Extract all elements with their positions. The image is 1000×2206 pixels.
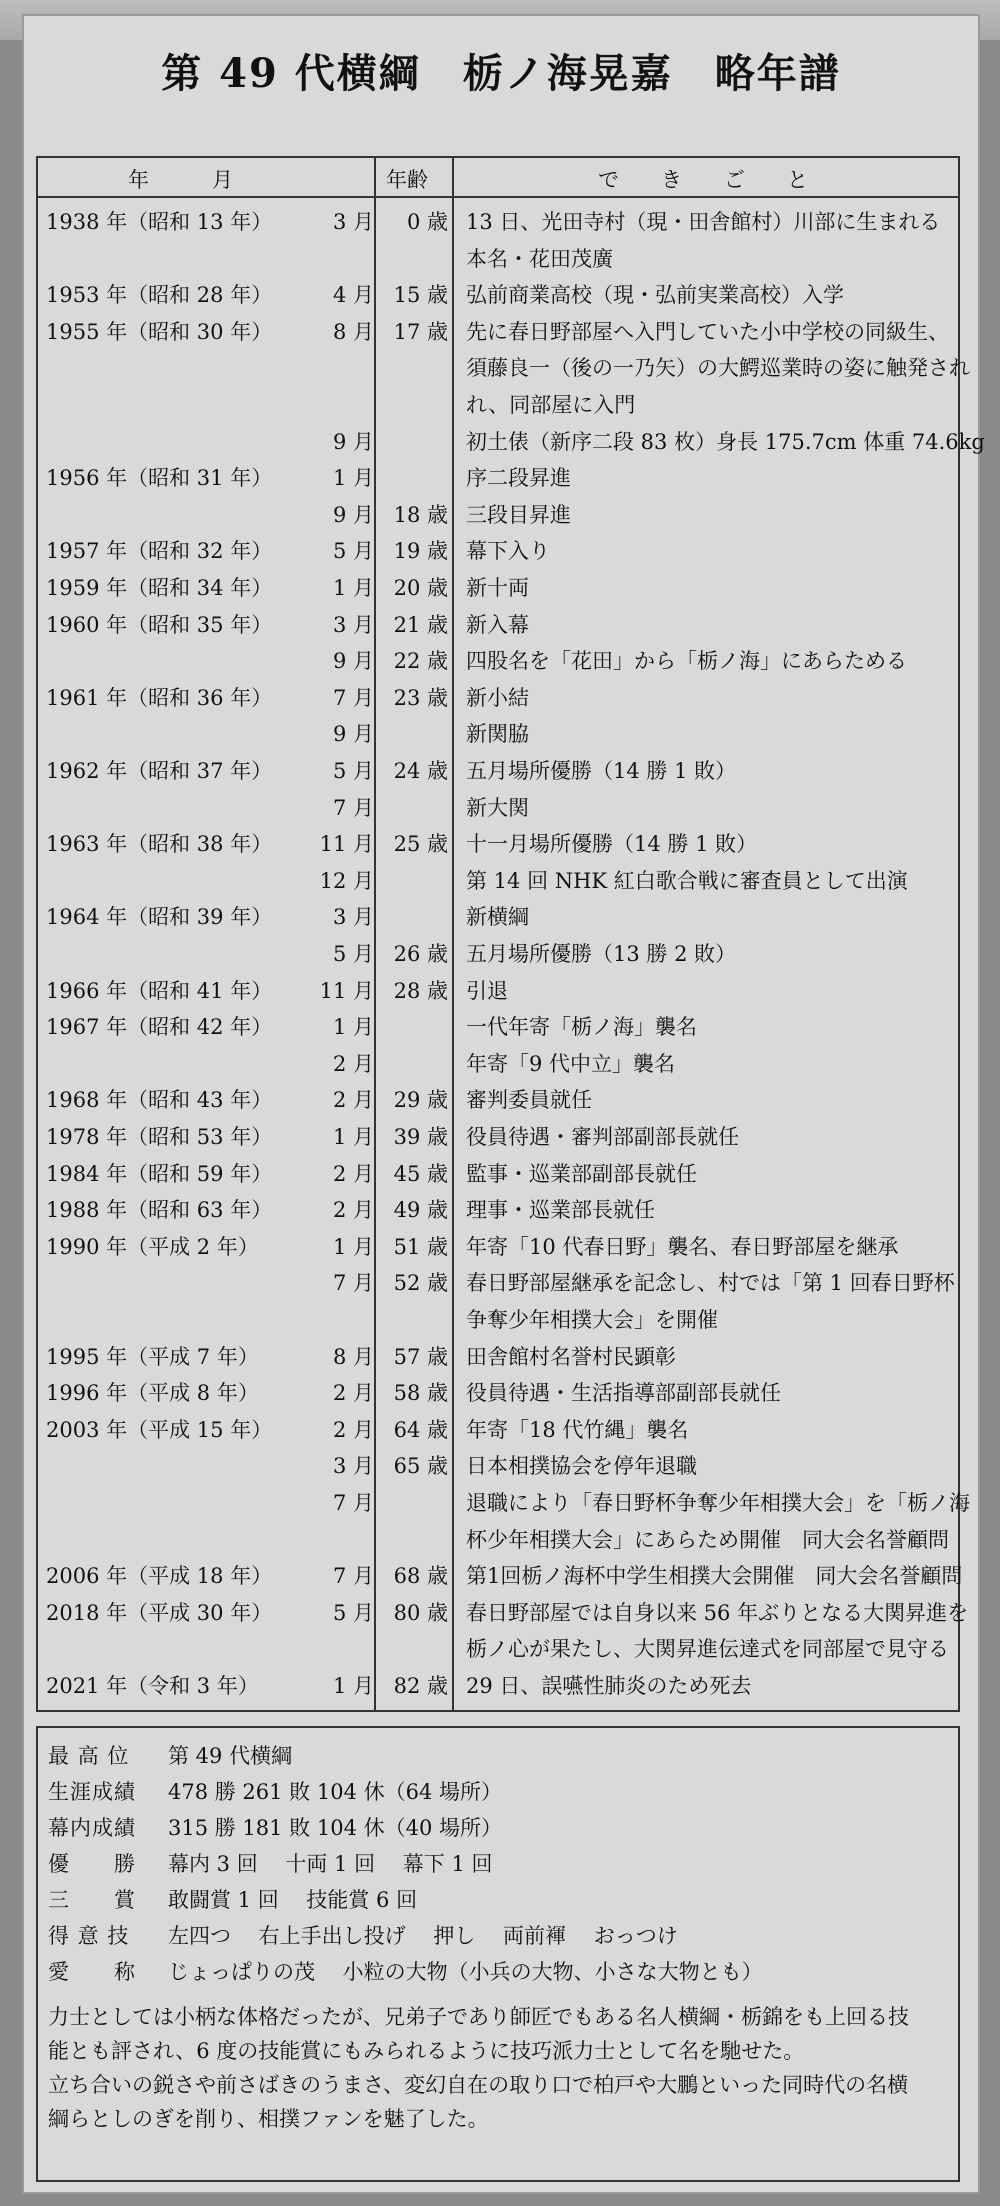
table-row (38, 786, 958, 822)
table-row (38, 969, 958, 1005)
row-year: 1984 年（昭和 59 年） (46, 1161, 273, 1186)
row-age: 57 歳 (393, 1344, 448, 1369)
row-month: 1 月 (332, 1125, 374, 1149)
row-event: 新小結 (466, 685, 529, 710)
table-row (38, 859, 958, 895)
row-year: 1955 年（昭和 30 年） (46, 319, 273, 344)
row-age: 65 歳 (393, 1454, 448, 1479)
row-month: 9 月 (332, 502, 374, 527)
row-event: 杯少年相撲大会」にあらため開催 同大会名誉顧問 (466, 1527, 949, 1552)
row-age: 26 歳 (393, 942, 448, 966)
row-age: 68 歳 (393, 1564, 448, 1589)
row-event: 日本相撲協会を停年退職 (466, 1454, 697, 1479)
row-month: 9 月 (332, 722, 374, 747)
summary-label: 最 高 位 (48, 1744, 130, 1768)
summary-row (48, 1740, 292, 1776)
row-event: 幕下入り (466, 539, 550, 564)
table-row (38, 529, 958, 565)
row-age: 39 歳 (393, 1125, 448, 1149)
row-month: 2 月 (332, 1381, 374, 1406)
row-age: 80 歳 (393, 1600, 448, 1625)
row-age: 28 歳 (393, 978, 448, 1003)
row-event: 年寄「10 代春日野」襲名、春日野部屋を継承 (466, 1234, 899, 1259)
table-row (38, 566, 958, 602)
row-age: 82 歳 (393, 1674, 448, 1698)
table-row (38, 1115, 958, 1151)
table-header (38, 158, 958, 198)
table-row (38, 712, 958, 748)
row-month: 5 月 (332, 759, 374, 783)
row-month: 2 月 (332, 1198, 374, 1223)
row-year: 2018 年（平成 30 年） (46, 1600, 273, 1625)
display-board (22, 14, 985, 2194)
row-month: 12 月 (319, 868, 374, 893)
description-line: 立ち合いの鋭さや前さばきのうまさ、変幻自在の取り口で柏戸や大鵬といった同時代の名横 (48, 2073, 909, 2097)
description-line: 能とも評され、6 度の技能賞にもみられるように技巧派力士として名を馳せた。 (48, 2039, 805, 2063)
row-event: 十一月場所優勝（14 勝 1 敗） (466, 832, 758, 857)
table-row (38, 1444, 958, 1480)
row-year: 1967 年（昭和 42 年） (46, 1015, 273, 1040)
table-row (38, 420, 985, 456)
table-row (38, 1188, 958, 1224)
row-month: 11 月 (319, 832, 374, 857)
table-row (38, 310, 958, 346)
summary-value: 敢闘賞 1 回 技能賞 6 回 (168, 1888, 418, 1912)
row-age: 21 歳 (393, 612, 448, 637)
row-month: 1 月 (332, 466, 374, 491)
row-event: 新入幕 (466, 612, 529, 637)
table-row (38, 1627, 958, 1663)
row-year: 1995 年（平成 7 年） (46, 1344, 259, 1369)
summary-value: 315 勝 181 敗 104 休（40 場所） (168, 1816, 503, 1840)
row-month: 8 月 (332, 319, 374, 344)
table-row (38, 1152, 958, 1188)
row-event: 四股名を「花田」から「栃ノ海」にあらためる (466, 649, 907, 674)
row-event: 弘前商業高校（現・弘前実業高校）入学 (466, 283, 844, 308)
row-event: 初土俵（新序二段 83 枚）身長 175.7cm 体重 74.6kg (466, 429, 985, 454)
summary-value: 幕内 3 回 十両 1 回 幕下 1 回 (168, 1852, 493, 1876)
row-year: 1964 年（昭和 39 年） (46, 905, 273, 930)
summary-label: 優 勝 (48, 1852, 136, 1876)
row-year: 1962 年（昭和 37 年） (46, 759, 273, 783)
table-row (38, 1481, 970, 1517)
row-event: 先に春日野部屋へ入門していた小中学校の同級生、 (466, 319, 949, 344)
row-month: 9 月 (332, 649, 374, 674)
row-year: 1996 年（平成 8 年） (46, 1381, 259, 1406)
row-year: 2021 年（令和 3 年） (46, 1674, 259, 1698)
row-month: 4 月 (332, 283, 374, 308)
row-month: 3 月 (332, 612, 374, 637)
row-event: 新横綱 (466, 905, 529, 930)
row-event: 新関脇 (466, 722, 529, 747)
row-month: 9 月 (332, 429, 374, 454)
summary-label: 生涯成績 (48, 1780, 136, 1804)
row-age: 49 歳 (393, 1198, 448, 1223)
row-age: 0 歳 (406, 210, 448, 234)
row-age: 23 歳 (393, 685, 448, 710)
summary-row (48, 1812, 502, 1848)
row-event: 新大関 (466, 795, 529, 820)
table-row (38, 1298, 958, 1334)
row-month: 3 月 (332, 210, 374, 234)
row-year: 2003 年（平成 15 年） (46, 1417, 273, 1442)
row-event: 序二段昇進 (466, 466, 571, 491)
row-month: 2 月 (332, 1088, 374, 1113)
table-row (38, 1591, 969, 1627)
row-event: 第1回栃ノ海杯中学生相撲大会開催 同大会名誉顧問 (466, 1564, 963, 1589)
table-row (38, 493, 958, 529)
row-month: 1 月 (332, 1234, 374, 1259)
table-row (38, 273, 958, 309)
table-row (38, 1005, 958, 1041)
row-event: 三段目昇進 (466, 502, 571, 527)
board-title: 第 49 代横綱 栃ノ海晃嘉 略年譜 (161, 50, 841, 97)
summary-label: 三 賞 (48, 1888, 136, 1912)
row-age: 52 歳 (393, 1271, 448, 1296)
summary-row (48, 1776, 502, 1812)
table-row (38, 676, 958, 712)
summary-row (48, 1848, 492, 1884)
row-month: 1 月 (332, 1015, 374, 1040)
description-line: 綱らとしのぎを削り、相撲ファンを魅了した。 (48, 2107, 489, 2131)
row-month: 7 月 (332, 1564, 374, 1589)
row-age: 18 歳 (393, 502, 448, 527)
row-month: 5 月 (332, 539, 374, 564)
header-event: で き ご と (598, 168, 808, 192)
row-event: 本名・花田茂廣 (466, 246, 613, 271)
row-age: 22 歳 (393, 649, 448, 674)
row-month: 1 月 (332, 1674, 374, 1698)
row-year: 1963 年（昭和 38 年） (46, 832, 273, 857)
row-event: 田舎館村名誉村民顕彰 (466, 1344, 676, 1369)
row-age: 20 歳 (393, 576, 448, 600)
row-month: 11 月 (319, 978, 374, 1003)
row-event: れ、同部屋に入門 (466, 393, 636, 417)
row-event: 13 日、光田寺村（現・田舎館村）川部に生まれる (466, 210, 941, 234)
table-row (38, 1554, 963, 1590)
row-age: 45 歳 (393, 1161, 448, 1186)
summary-row (48, 1920, 678, 1956)
summary-label: 幕内成績 (48, 1816, 136, 1840)
row-age: 24 歳 (393, 759, 448, 783)
row-year: 1956 年（昭和 31 年） (46, 466, 273, 491)
table-row (38, 932, 958, 968)
row-event: 引退 (466, 978, 508, 1003)
summary-value: じょっぱりの茂 小粒の大物（小兵の大物、小さな大物とも） (168, 1960, 763, 1984)
row-age: 17 歳 (393, 319, 448, 344)
row-event: 一代年寄「栃ノ海」襲名 (466, 1015, 697, 1040)
summary-value: 左四つ 右上手出し投げ 押し 両前褌 おっつけ (168, 1924, 678, 1948)
table-row (38, 1225, 958, 1261)
table-row (38, 456, 958, 492)
row-event: 須藤良一（後の一乃矢）の大鰐巡業時の姿に触発され (466, 356, 970, 381)
row-month: 7 月 (332, 1271, 374, 1296)
table-row (38, 1408, 958, 1444)
row-year: 1978 年（昭和 53 年） (46, 1125, 273, 1149)
row-age: 29 歳 (393, 1088, 448, 1113)
table-row (38, 1042, 958, 1078)
table-row (38, 1371, 958, 1407)
row-year: 1988 年（昭和 63 年） (46, 1198, 273, 1223)
row-event: 年寄「9 代中立」襲名 (466, 1051, 676, 1076)
row-event: 五月場所優勝（14 勝 1 敗） (466, 759, 737, 783)
row-year: 1953 年（昭和 28 年） (46, 283, 273, 308)
chronology-table (36, 156, 985, 1712)
summary-label: 愛 称 (48, 1960, 136, 1984)
row-event: 審判委員就任 (466, 1088, 592, 1113)
row-age: 64 歳 (393, 1417, 448, 1442)
row-event: 春日野部屋継承を記念し、村では「第 1 回春日野杯 (466, 1271, 955, 1296)
table-row (38, 383, 958, 419)
summary-label: 得 意 技 (48, 1924, 130, 1948)
row-year: 1959 年（昭和 34 年） (46, 576, 273, 600)
row-event: 五月場所優勝（13 勝 2 敗） (466, 942, 737, 966)
row-year: 1966 年（昭和 41 年） (46, 978, 273, 1003)
table-row (38, 1518, 958, 1554)
row-year: 1961 年（昭和 36 年） (46, 685, 273, 710)
row-year: 1957 年（昭和 32 年） (46, 539, 273, 564)
description-paragraph (48, 2000, 948, 2136)
description-line: 力士としては小柄な体格だったが、兄弟子であり師匠でもある名人横綱・栃錦をも上回る技 (48, 2005, 909, 2029)
row-year: 1968 年（昭和 43 年） (46, 1088, 273, 1113)
summary-box (36, 1726, 960, 2182)
table-row (38, 1261, 958, 1297)
table-row (38, 895, 958, 931)
summary-row (48, 1956, 763, 1992)
table-row (38, 639, 958, 675)
row-event: 新十両 (466, 576, 529, 600)
row-event: 争奪少年相撲大会」を開催 (466, 1308, 718, 1332)
row-month: 1 月 (332, 576, 374, 600)
table-row (38, 749, 958, 785)
row-month: 5 月 (332, 942, 374, 966)
table-row (38, 1335, 958, 1371)
row-month: 8 月 (332, 1344, 374, 1369)
row-age: 51 歳 (393, 1234, 448, 1259)
row-month: 3 月 (332, 1454, 374, 1479)
header-year-month: 年 月 (128, 168, 233, 192)
row-age: 15 歳 (393, 283, 448, 308)
row-year: 2006 年（平成 18 年） (46, 1564, 273, 1589)
row-age: 25 歳 (393, 832, 448, 857)
row-month: 2 月 (332, 1417, 374, 1442)
table-row (38, 822, 958, 858)
row-event: 29 日、誤嚥性肺炎のため死去 (466, 1674, 752, 1698)
table-row (38, 1664, 958, 1700)
row-month: 7 月 (332, 1491, 374, 1515)
row-event: 第 14 回 NHK 紅白歌合戦に審査員として出演 (466, 868, 908, 893)
table-row (38, 346, 970, 382)
row-month: 7 月 (332, 795, 374, 820)
row-month: 2 月 (332, 1051, 374, 1076)
row-event: 春日野部屋では自身以来 56 年ぶりとなる大関昇進を (466, 1600, 969, 1625)
summary-value: 478 勝 261 敗 104 休（64 場所） (168, 1780, 503, 1804)
row-age: 19 歳 (393, 539, 448, 564)
row-event: 役員待遇・生活指導部副部長就任 (466, 1381, 781, 1406)
row-month: 5 月 (332, 1600, 374, 1625)
header-age: 年齢 (386, 168, 428, 192)
row-month: 2 月 (332, 1161, 374, 1186)
row-event: 理事・巡業部長就任 (466, 1198, 655, 1223)
row-month: 3 月 (332, 905, 374, 930)
table-row (38, 200, 958, 236)
row-age: 58 歳 (393, 1381, 448, 1406)
row-event: 監事・巡業部副部長就任 (466, 1161, 697, 1186)
row-year: 1938 年（昭和 13 年） (46, 210, 273, 234)
row-event: 役員待遇・審判部副部長就任 (466, 1125, 739, 1149)
table-row (38, 237, 958, 273)
row-year: 1990 年（平成 2 年） (46, 1234, 259, 1259)
row-event: 年寄「18 代竹縄」襲名 (466, 1417, 689, 1442)
summary-row (48, 1884, 417, 1920)
row-year: 1960 年（昭和 35 年） (46, 612, 273, 637)
table-row (38, 1078, 958, 1114)
table-row (38, 603, 958, 639)
row-month: 7 月 (332, 685, 374, 710)
row-event: 栃ノ心が果たし、大関昇進伝達式を同部屋で見守る (466, 1637, 949, 1662)
summary-value: 第 49 代横綱 (168, 1744, 293, 1768)
row-event: 退職により「春日野杯争奪少年相撲大会」を「栃ノ海 (466, 1491, 970, 1515)
